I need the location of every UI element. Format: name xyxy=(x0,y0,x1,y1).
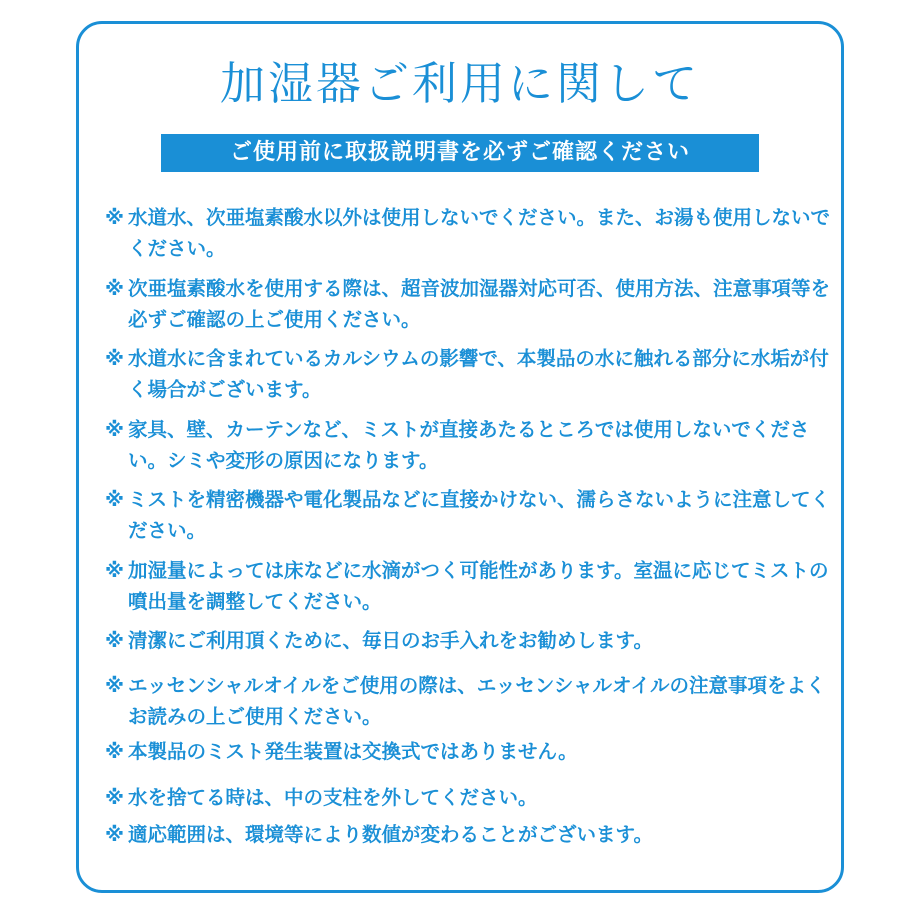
note-mark: ※ xyxy=(105,740,124,763)
note-mark: ※ xyxy=(105,786,124,809)
note-mark: ※ xyxy=(105,674,124,697)
note-mark: ※ xyxy=(105,418,124,441)
caution-item xyxy=(105,625,835,656)
note-mark: ※ xyxy=(105,347,124,370)
caution-item xyxy=(105,202,835,264)
caution-item xyxy=(105,819,835,850)
note-mark: ※ xyxy=(105,823,124,846)
caution-item xyxy=(105,273,835,335)
note-mark: ※ xyxy=(105,488,124,511)
caution-text: 水道水、次亜塩素酸水以外は使用しないでください。また、お湯も使用しないでください。 xyxy=(128,206,831,260)
caution-text: エッセンシャルオイルをご使用の際は、エッセンシャルオイルの注意事項をよくお読みの上ご使用ください。 xyxy=(128,674,826,728)
note-mark: ※ xyxy=(105,277,124,300)
caution-item xyxy=(105,670,835,732)
notice-banner: ご使用前に取扱説明書を必ずご確認ください xyxy=(161,134,759,172)
caution-item xyxy=(105,484,835,546)
caution-text: 加湿量によっては床などに水滴がつく可能性があります。室温に応じてミストの噴出量を調整してください。 xyxy=(128,559,829,613)
caution-item xyxy=(105,343,835,405)
caution-text: ミストを精密機器や電化製品などに直接かけない、濡らさないように注意してください。 xyxy=(128,488,831,542)
caution-item xyxy=(105,782,835,813)
caution-item xyxy=(105,555,835,617)
note-mark: ※ xyxy=(105,559,124,582)
caution-text: 水道水に含まれているカルシウムの影響で、本製品の水に触れる部分に水垢が付く場合がございます。 xyxy=(128,347,829,401)
caution-text: 家具、壁、カーテンなど、ミストが直接あたるところでは使用しないでください。シミや変形の原因になります。 xyxy=(128,418,810,472)
caution-item xyxy=(105,414,835,476)
caution-text: 水を捨てる時は、中の支柱を外してください。 xyxy=(128,786,538,809)
caution-text: 本製品のミスト発生装置は交換式ではありません。 xyxy=(128,740,578,763)
note-mark: ※ xyxy=(105,206,124,229)
caution-text: 適応範囲は、環境等により数値が変わることがございます。 xyxy=(128,823,653,846)
note-mark: ※ xyxy=(105,629,124,652)
caution-item xyxy=(105,736,835,767)
caution-text: 次亜塩素酸水を使用する際は、超音波加湿器対応可否、使用方法、注意事項等を必ずご確認の上ご使用ください。 xyxy=(128,277,831,331)
caution-text: 清潔にご利用頂くために、毎日のお手入れをお勧めします。 xyxy=(128,629,653,652)
page-title: 加湿器ご利用に関して xyxy=(219,57,700,110)
